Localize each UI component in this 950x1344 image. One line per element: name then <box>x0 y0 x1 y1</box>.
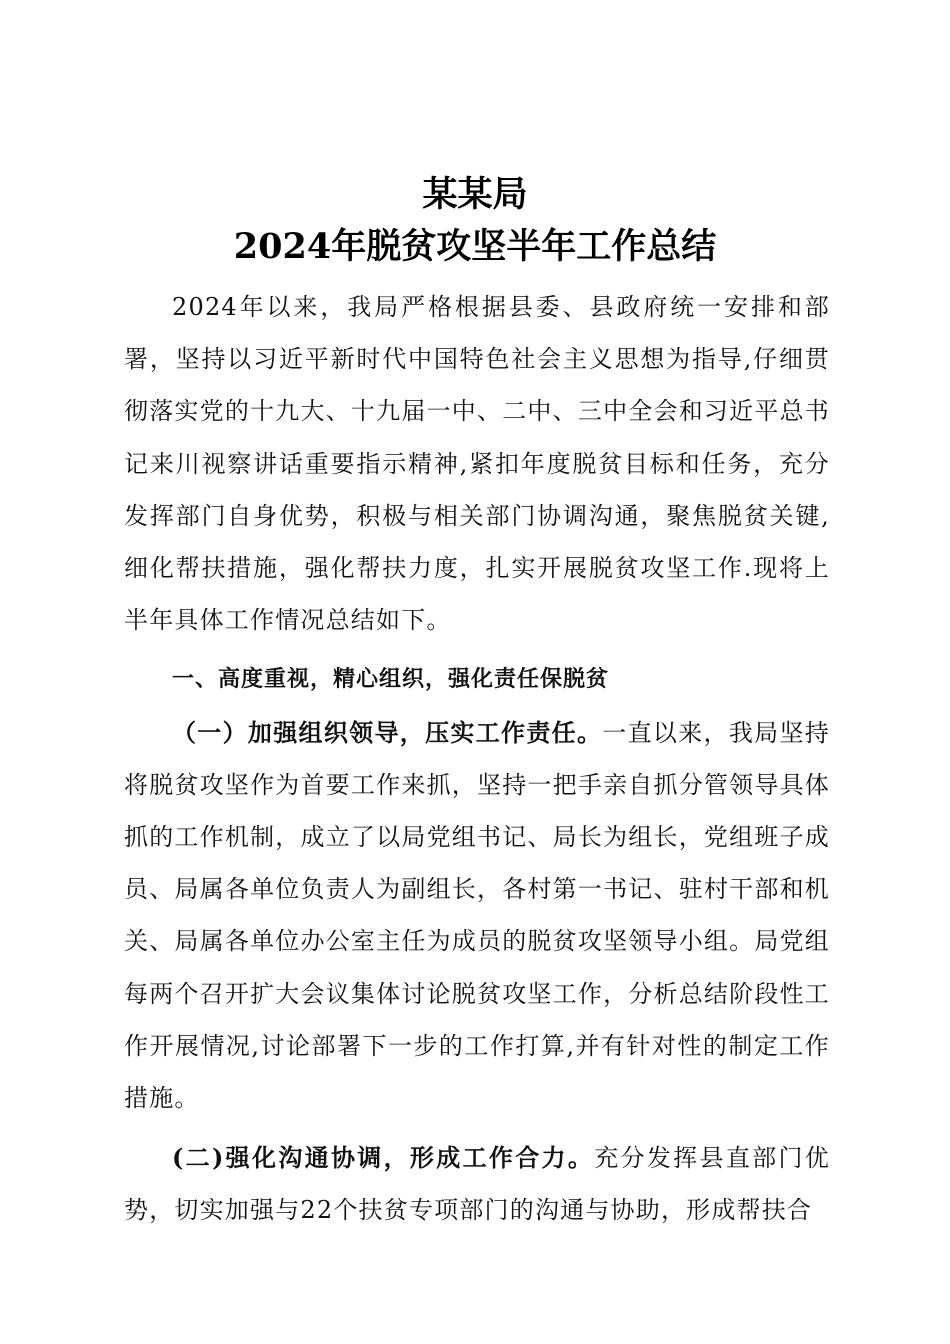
section-heading-1: 一、高度重视，精心组织，强化责任保脱贫 <box>172 667 610 693</box>
item1-paragraph <box>124 707 830 1125</box>
item1-title: （一）加强组织领导，压实工作责任。 <box>172 717 603 747</box>
intro-paragraph: 2024年以来，我局严格根据县委、县政府统一安排和部署，坚持以习近平新时代中国特色社会主义思想为指导,仔细贯彻落实党的十九大、十九届一中、二中、三中全会和习近平总书记来川视察讲话重要指示精神,紧扣年度脱贫目标和任务，充分发挥部门自身优势，积极与相关部门协调沟通，聚焦脱贫关键,细化帮扶措施，强化帮扶力度，扎实开展脱贫攻坚工作.现将上半年具体工作情况总结如下。 <box>124 293 830 635</box>
item1-body: 一直以来，我局坚持将脱贫攻坚作为首要工作来抓，坚持一把手亲自抓分管领导具体抓的工作机制，成立了以局党组书记、局长为组长，党组班子成员、局属各单位负责人为副组长，各村第一书记、驻村干部和机关、局属各单位办公室主任为成员的脱贫攻坚领导小组。局党组每两个召开扩大会议集体讨论脱贫攻坚工作，分析总结阶段性工作开展情况,讨论部署下一步的工作打算,并有针对性的制定工作措施。 <box>124 718 830 1113</box>
item2-title: (二)强化沟通协调，形成工作合力。 <box>172 1143 595 1173</box>
document-title-org: 某某局 <box>422 174 528 215</box>
document-title-main: 2024年脱贫攻坚半年工作总结 <box>233 226 717 267</box>
item2-paragraph <box>124 1132 830 1236</box>
item2-body: 充分发挥县直部门优势，切实加强与22个扶贫专项部门的沟通与协助，形成帮扶合 <box>124 1144 830 1225</box>
document-body <box>124 281 830 1237</box>
